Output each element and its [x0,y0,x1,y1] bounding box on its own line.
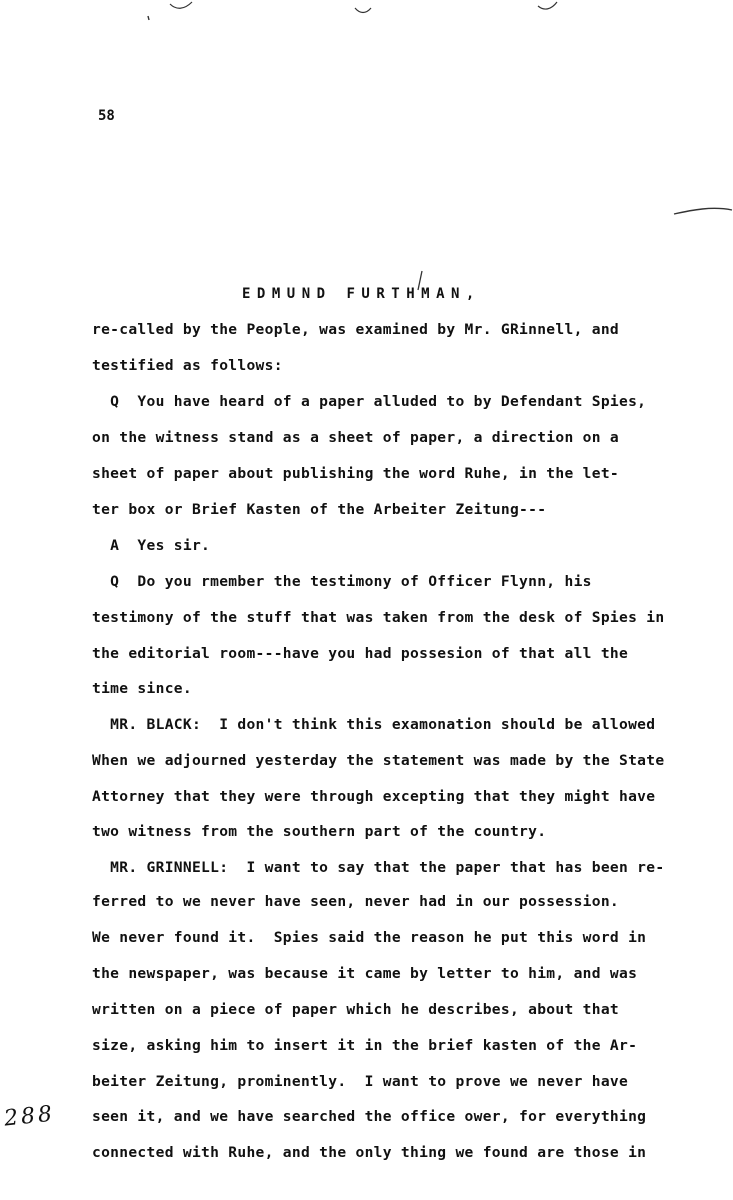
transcript-line: ferred to we never have seen, never had in our possession. [92,893,619,910]
transcript-line: We never found it. Spies said the reason he put this word in [92,929,647,946]
scan-mark-top-center [352,2,374,16]
transcript-line: two witness from the southern part of the country. [92,823,547,840]
witness-heading: EDMUND FURTHMAN, [242,286,481,302]
transcript-line: seen it, and we have searched the office ower, for everything [92,1108,647,1125]
transcript-line: ter box or Brief Kasten of the Arbeiter Zeitung--- [92,501,547,518]
transcript-line: re-called by the People, was examined by Mr. GRinnell, and [92,321,619,338]
transcript-line: When we adjourned yesterday the statement was made by the State [92,752,665,769]
transcript-line: Q Do you rmember the testimony of Officer Flynn, his [92,573,592,590]
transcript-line: beiter Zeitung, prominently. I want to prove we never have [92,1073,629,1090]
transcript-line: size, asking him to insert it in the brief kasten of the Ar- [92,1037,638,1054]
scan-mark-right-edge [672,204,733,220]
transcript-line: testified as follows: [92,357,283,374]
transcript-line: MR. BLACK: I don't think this examonation should be allowed [92,716,656,733]
transcript-line: Attorney that they were through excepting that they might have [92,788,656,805]
transcript-line: sheet of paper about publishing the word Ruhe, in the let- [92,465,619,482]
transcript-line: the editorial room---have you had possesion of that all the [92,645,629,662]
scan-mark-top-right [536,0,560,12]
transcript-line: testimony of the stuff that was taken from the desk of Spies in [92,609,665,626]
transcript-line: MR. GRINNELL: I want to say that the paper that has been re- [92,859,665,876]
transcript-line: connected with Ruhe, and the only thing we found are those in [92,1144,647,1161]
scan-mark-top-left [168,0,196,12]
transcript-line: written on a piece of paper which he describes, about that [92,1001,619,1018]
transcript-line: A Yes sir. [92,537,211,554]
transcript-line: on the witness stand as a sheet of paper, a direction on a [92,429,619,446]
handwritten-margin-number: 288 [2,1101,57,1132]
transcript-line: time since. [92,680,192,697]
transcript-line: the newspaper, was because it came by letter to him, and was [92,965,638,982]
page-number: 58 [98,108,115,124]
scan-mark-dot [146,14,152,22]
transcript-line: Q You have heard of a paper alluded to by Defendant Spies, [92,393,647,410]
